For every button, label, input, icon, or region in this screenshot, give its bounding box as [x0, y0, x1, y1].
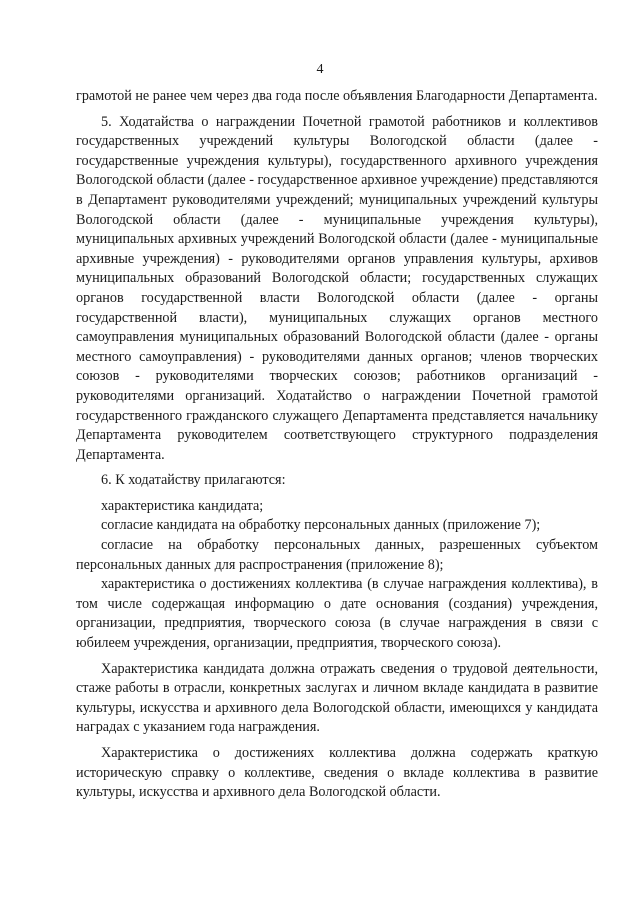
page-number: 4 [316, 62, 324, 77]
paragraph-item-6-heading: 6. К ходатайству прилагаются: [101, 472, 286, 489]
attachment-item-collective-characteristic: характеристика о достижениях коллектива (в случае награждения коллектива), в том числе содержащая информацию о дате основания (создания) учреждения, организации, предприятия, творческого союза (в случае награждения в связи с юбилеем учреждения, организации, предприятия, творческого союза). [76, 576, 598, 652]
paragraph-candidate-characteristic-requirements: Характеристика кандидата должна отражать сведения о трудовой деятельности, стаже работы в отрасли, конкретных заслугах и личном вкладе кандидата в развитие культуры, искусства и архивного дела Вологодской области, имеющихся у кандидата наградах с указанием года награждения. [76, 660, 598, 736]
paragraph-continuation: грамотой не ранее чем через два года после объявления Благодарности Департамента. [76, 88, 598, 104]
attachment-item-candidate-characteristic: характеристика кандидата; [101, 497, 264, 514]
paragraph-collective-characteristic-requirements: Характеристика о достижениях коллектива должна содержать краткую историческую справку о коллективе, сведения о вкладе коллектива в развитие культуры, искусства и архивного дела Вологодской области. [76, 745, 598, 801]
attachment-item-personal-data-consent: согласие кандидата на обработку персональных данных (приложение 7); [101, 517, 541, 534]
attachment-item-distribution-consent: согласие на обработку персональных данных, разрешенных субъектом персональных данных для распространения (приложение 8); [76, 537, 598, 573]
paragraph-item-5: 5. Ходатайства о награждении Почетной грамотой работников и коллективов государственных учреждений культуры Вологодской области (далее - государственные учреждения культуры), государственного архивного учреждения Вологодской области (далее - государственное архивное учреждение) представляются в Департамент руководителями учреждений; муниципальных учреждений культуры Вологодской области (далее - муниципальные учреждения культуры), муниципальных архивных учреждений Вологодской области (далее - муниципальные архивные учреждения) - руководителями органов управления культуры, архивов муниципальных образований Вологодской области; государственных служащих органов государственной власти Вологодской области (далее - органы государственной власти), муниципальных служащих органов местного самоуправления муниципальных образований Вологодской области (далее - органы местного самоуправления) - руководителями данных органов; членов творческих союзов - руководителями творческих союзов; работников организаций - руководителями организаций. Ходатайство о награждении Почетной грамотой государственного гражданского служащего Департамента представляется начальнику Департамента руководителем соответствующего структурного подразделения Департамента. [76, 113, 598, 463]
document-body [76, 87, 598, 803]
